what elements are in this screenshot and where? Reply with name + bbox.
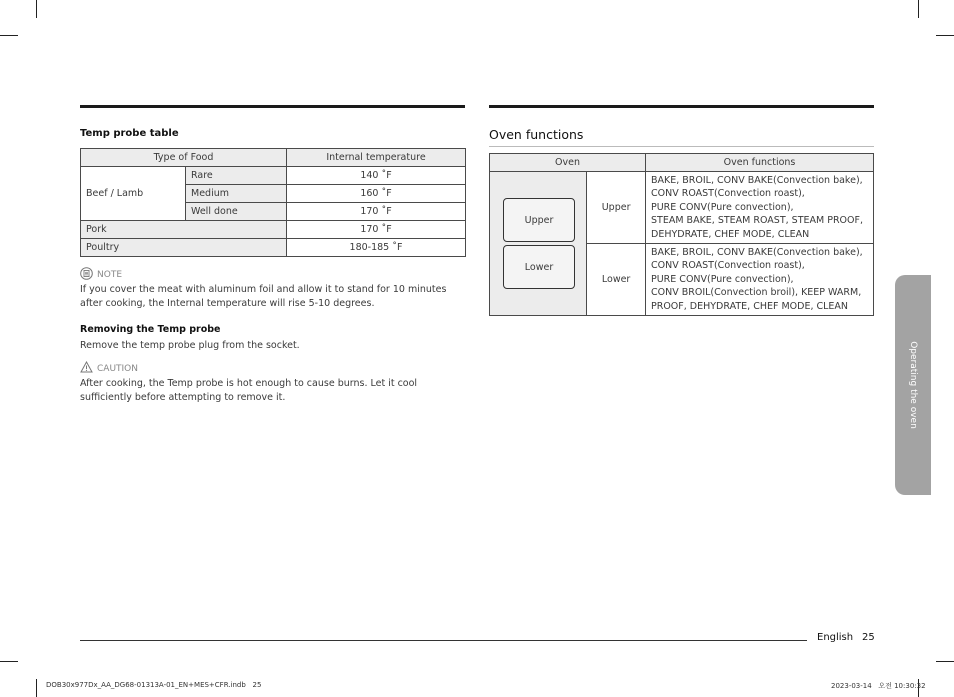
beef-lamb-cell: Beef / Lamb <box>81 167 186 221</box>
lower-functions-cell <box>646 244 874 316</box>
table-cell: 160 ˚F <box>287 185 466 203</box>
caution-heading <box>80 361 138 376</box>
left-column-rule <box>80 105 465 108</box>
oven-cell-lower: Lower <box>587 244 646 316</box>
header-internal-temp: Internal temperature <box>287 149 466 167</box>
removing-probe-title: Removing the Temp probe <box>80 324 221 335</box>
oven-cell-upper: Upper <box>587 172 646 244</box>
note-label: NOTE <box>97 270 123 280</box>
table-cell: Pork <box>81 221 287 239</box>
note-icon <box>80 267 93 283</box>
table-cell: Rare <box>186 167 287 185</box>
crop-mark <box>936 661 954 662</box>
header-type-of-food: Type of Food <box>81 149 287 167</box>
function-line: CONV ROAST(Convection roast), <box>651 260 805 272</box>
upper-oven-diagram: Upper <box>503 198 575 242</box>
function-line: PURE CONV(Pure convection), <box>651 201 794 213</box>
function-line: STEAM BAKE, STEAM ROAST, STEAM PROOF, <box>651 215 863 227</box>
removing-probe-text: Remove the temp probe plug from the socket. <box>80 340 300 351</box>
note-heading <box>80 267 122 283</box>
crop-mark <box>36 679 37 697</box>
table-cell: 180-185 ˚F <box>287 239 466 257</box>
table-cell: 170 ˚F <box>287 203 466 221</box>
footer-rule <box>80 640 807 641</box>
page-number: 25 <box>862 632 875 643</box>
function-line: DEHYDRATE, CHEF MODE, CLEAN <box>651 228 810 240</box>
crop-mark <box>918 0 919 18</box>
note-text: If you cover the meat with aluminum foil and allow it to stand for 10 minutes after cooking, the Internal temperature will rise 5-10 degrees. <box>80 284 447 309</box>
right-column-rule <box>489 105 874 108</box>
table-cell: Medium <box>186 185 287 203</box>
oven-functions-title: Oven functions <box>489 127 584 142</box>
temp-probe-table-title: Temp probe table <box>80 128 179 139</box>
title-underline <box>489 146 874 147</box>
crop-mark <box>0 35 18 36</box>
table-cell: Well done <box>186 203 287 221</box>
crop-mark <box>36 0 37 18</box>
side-tab-label: Operating the oven <box>908 341 918 429</box>
file-info: DOB30x977Dx_AA_DG68-01313A-01_EN+MES+CFR.indb 25 <box>46 681 262 689</box>
function-line: BAKE, BROIL, CONV BAKE(Convection bake), <box>651 247 863 259</box>
function-line: CONV BROIL(Convection broil), KEEP WARM, <box>651 287 862 299</box>
table-cell: 140 ˚F <box>287 167 466 185</box>
upper-functions-cell <box>646 172 874 244</box>
temp-probe-table <box>80 148 466 257</box>
crop-mark <box>936 35 954 36</box>
header-oven-functions: Oven functions <box>646 154 874 172</box>
table-cell: 170 ˚F <box>287 221 466 239</box>
table-cell: Poultry <box>81 239 287 257</box>
caution-text: After cooking, the Temp probe is hot enough to cause burns. Let it cool sufficiently before attempting to remove it. <box>80 378 418 403</box>
caution-triangle-icon <box>80 361 93 376</box>
print-timestamp: 2023-03-14 오전 10:30:32 <box>831 682 926 690</box>
function-line: PROOF, DEHYDRATE, CHEF MODE, CLEAN <box>651 300 849 312</box>
lower-oven-diagram: Lower <box>503 245 575 289</box>
oven-diagram-cell <box>490 172 587 316</box>
function-line: CONV ROAST(Convection roast), <box>651 188 805 200</box>
header-oven: Oven <box>490 154 646 172</box>
function-line: PURE CONV(Pure convection), <box>651 273 794 285</box>
function-line: BAKE, BROIL, CONV BAKE(Convection bake), <box>651 175 863 186</box>
caution-label: CAUTION <box>97 363 138 374</box>
crop-mark <box>0 661 18 662</box>
footer-language: English <box>817 632 854 643</box>
section-side-tab <box>895 275 931 495</box>
